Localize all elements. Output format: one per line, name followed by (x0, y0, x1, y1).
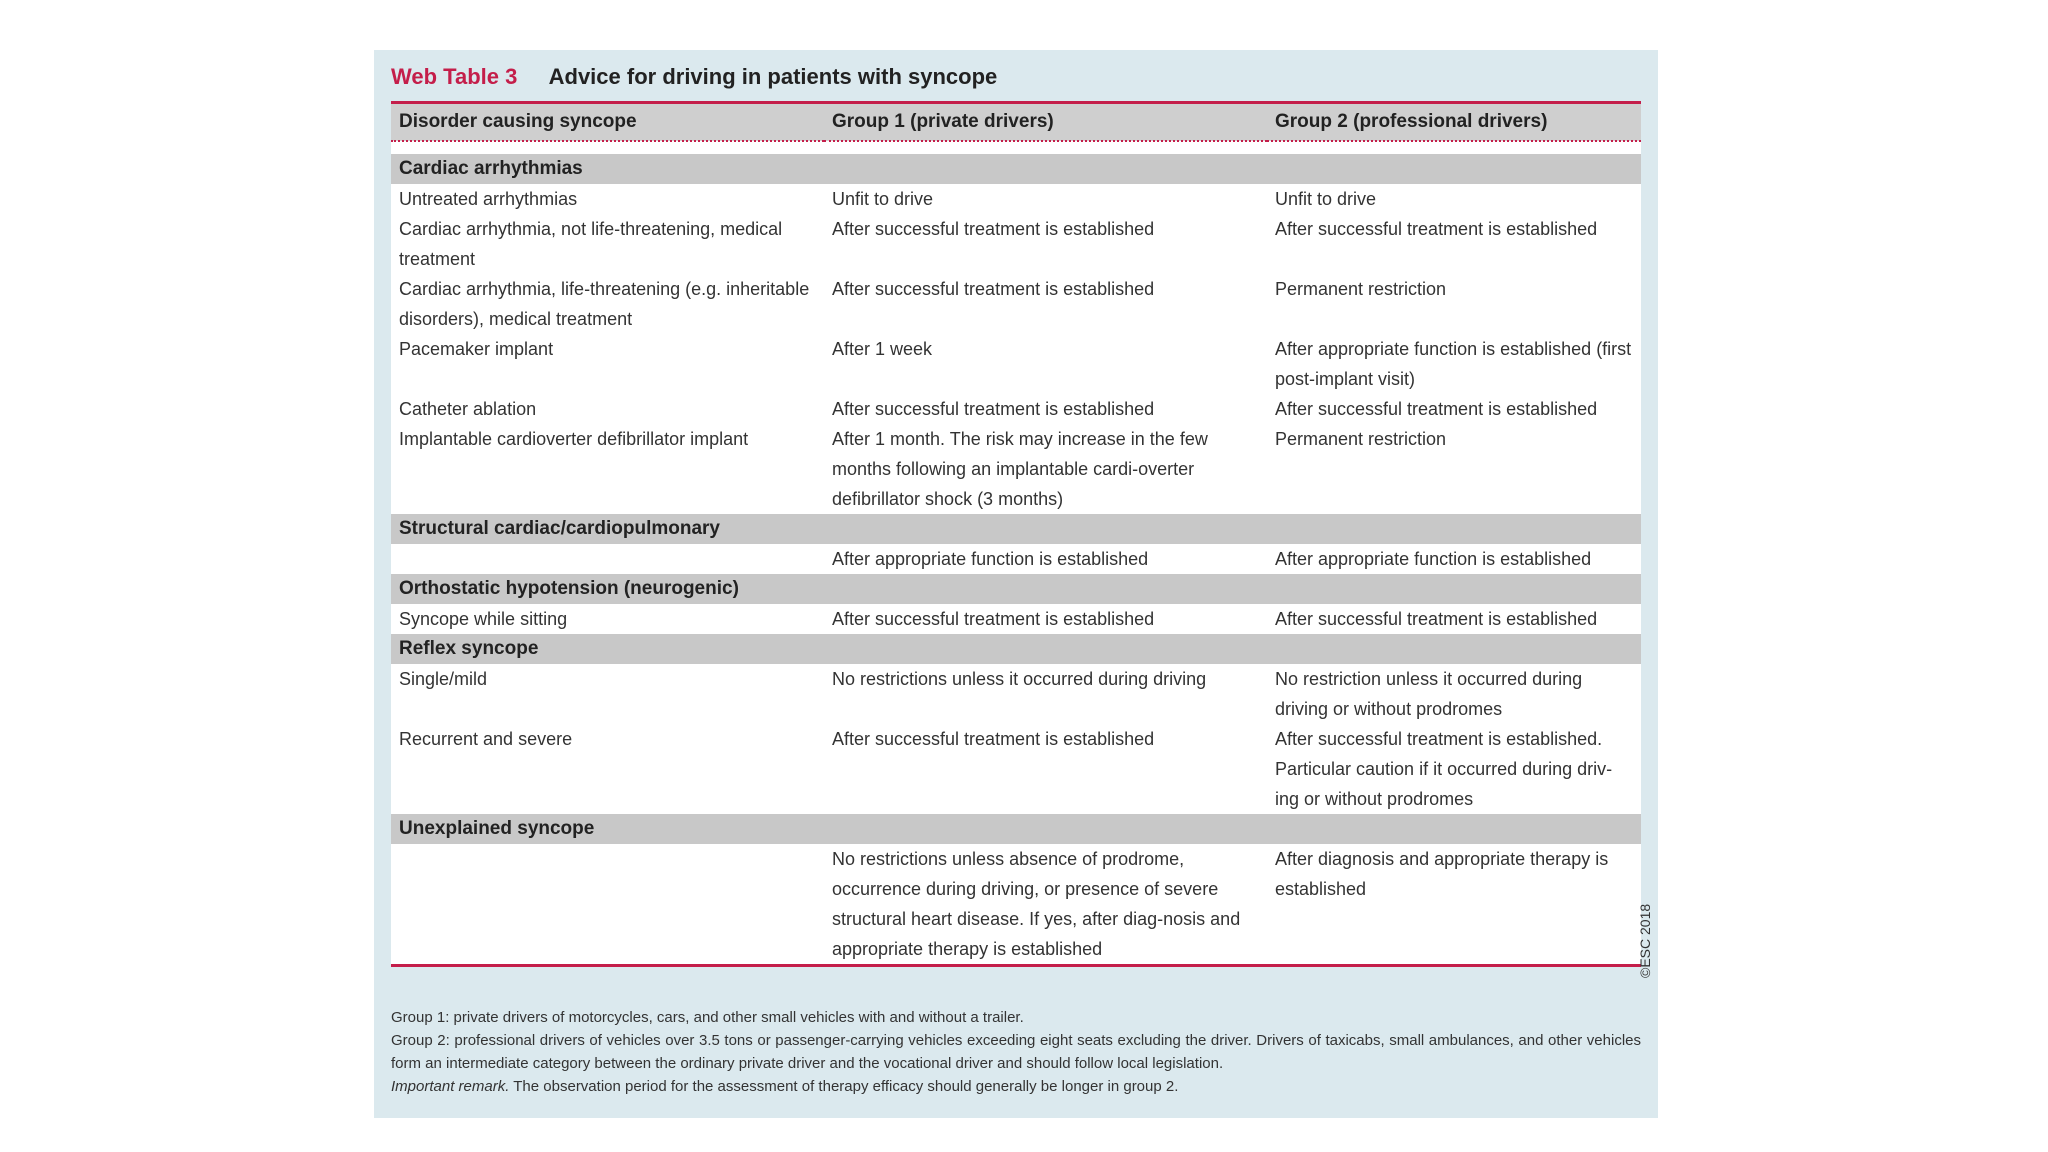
spacer-cell (391, 141, 1641, 154)
cell-group1: After successful treatment is established (832, 609, 1155, 629)
cell-group2: Permanent restriction (1275, 429, 1447, 449)
cell-group1: Unfit to drive (832, 189, 934, 209)
table-row (391, 214, 1641, 274)
table-body (391, 141, 1641, 964)
table-caption: Advice for driving in patients with syncope (548, 64, 998, 89)
cell-group1: After appropriate function is established (832, 549, 1149, 569)
table-header (391, 104, 1641, 141)
cell-disorder: Single/mild (399, 669, 488, 689)
remark-text: The observation period for the assessment of therapy efficacy should generally be longer in group 2. (509, 1078, 1179, 1095)
table-row (391, 604, 1641, 634)
driving-advice-table (391, 101, 1641, 967)
cell-group1: After successful treatment is established (832, 279, 1155, 299)
cell-group2: Permanent restriction (1275, 279, 1447, 299)
copyright-notice: ©ESC 2018 (1637, 903, 1653, 978)
table-number: Web Table 3 (391, 64, 518, 89)
cell-disorder (391, 844, 824, 964)
cell-group2: After appropriate function is established (1275, 549, 1592, 569)
table-row (391, 394, 1641, 424)
column-header-group1: Group 1 (private drivers) (824, 104, 1267, 141)
cell-disorder: Untreated arrhythmias (399, 189, 578, 209)
footnote-remark (391, 1075, 1641, 1098)
section-title: Cardiac arrhythmias (391, 154, 1641, 184)
remark-label: Important remark. (391, 1078, 510, 1095)
cell-disorder (391, 544, 824, 574)
cell-group1: After successful treatment is established (832, 399, 1155, 419)
cell-group2: After successful treatment is established (1275, 399, 1598, 419)
table-row (391, 544, 1641, 574)
cell-group2: After appropriate function is established (first post-implant visit) (1275, 339, 1632, 389)
table-row (391, 274, 1641, 334)
section-row (391, 634, 1641, 664)
table-row (391, 724, 1641, 814)
cell-group2: After successful treatment is established (1275, 609, 1598, 629)
cell-disorder: Pacemaker implant (399, 339, 554, 359)
table (391, 104, 1641, 964)
section-row (391, 154, 1641, 184)
cell-group2: No restriction unless it occurred during driving or without prodromes (1275, 669, 1583, 719)
footnotes (391, 1006, 1641, 1098)
column-header-group2: Group 2 (professional drivers) (1267, 104, 1641, 141)
cell-group1: After successful treatment is established (832, 729, 1155, 749)
cell-group1: After 1 month. The risk may increase in the few months following an implantable cardi-overter defibrillator shock (3 months) (832, 429, 1208, 509)
table-row (391, 334, 1641, 394)
section-row (391, 574, 1641, 604)
cell-group1: No restrictions unless absence of prodrome, occurrence during driving, or presence of severe structural heart disease. If yes, after diag-nosis and appropriate therapy is established (832, 849, 1241, 959)
column-header-disorder: Disorder causing syncope (391, 104, 824, 141)
cell-disorder: Catheter ablation (399, 399, 537, 419)
cell-disorder: Recurrent and severe (399, 729, 573, 749)
header-row (391, 104, 1641, 141)
spacer-row (391, 141, 1641, 154)
section-title: Orthostatic hypotension (neurogenic) (391, 574, 1641, 604)
table-row (391, 184, 1641, 214)
cell-group2: After successful treatment is established. Particular caution if it occurred during driv-ing or without prodromes (1275, 729, 1613, 809)
cell-group2: After diagnosis and appropriate therapy is established (1275, 849, 1609, 899)
footnote-group2: Group 2: professional drivers of vehicles over 3.5 tons or passenger-carrying vehicles exceeding eight seats excluding the driver. Drivers of taxicabs, small ambulances, and other vehicles form an intermediate category between the ordinary private driver and the vocational driver and should follow local legislation. (391, 1032, 1641, 1072)
cell-disorder: Implantable cardioverter defibrillator implant (399, 429, 749, 449)
table-title (391, 60, 1641, 94)
cell-group1: After 1 week (832, 339, 933, 359)
cell-disorder: Syncope while sitting (399, 609, 568, 629)
cell-group1: After successful treatment is established (832, 219, 1155, 239)
section-title: Reflex syncope (391, 634, 1641, 664)
section-title: Unexplained syncope (391, 814, 1641, 844)
table-row (391, 664, 1641, 724)
table-row (391, 844, 1641, 964)
section-row (391, 814, 1641, 844)
cell-group2: After successful treatment is established (1275, 219, 1598, 239)
cell-disorder: Cardiac arrhythmia, life-threatening (e.g. inheritable disorders), medical treatment (399, 279, 810, 329)
cell-group1: No restrictions unless it occurred during driving (832, 669, 1207, 689)
cell-group2: Unfit to drive (1275, 189, 1377, 209)
table-row (391, 424, 1641, 514)
section-row (391, 514, 1641, 544)
footnote-group1: Group 1: private drivers of motorcycles, cars, and other small vehicles with and without a trailer. (391, 1009, 1024, 1026)
section-title: Structural cardiac/cardiopulmonary (391, 514, 1641, 544)
cell-disorder: Cardiac arrhythmia, not life-threatening, medical treatment (399, 219, 783, 269)
